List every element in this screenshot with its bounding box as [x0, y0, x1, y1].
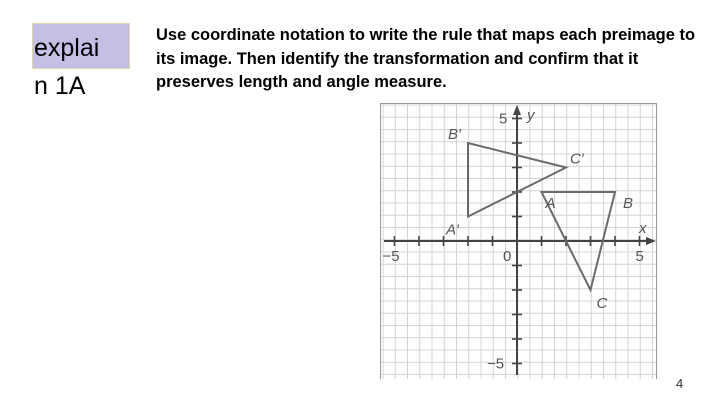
y-axis-arrow	[513, 105, 521, 115]
tick-label-y-pos: 5	[499, 110, 508, 128]
tick-label-x-neg: −5	[382, 248, 400, 265]
tick-label-y-neg: −5	[487, 355, 505, 373]
vertex-label: B	[623, 195, 634, 212]
vertex-label: C	[596, 295, 608, 312]
vertex-label: C′	[570, 150, 584, 168]
axes	[384, 105, 656, 375]
vertex-label: B′	[448, 126, 461, 143]
x-axis-label: x	[639, 220, 647, 237]
coordinate-graph	[380, 103, 662, 379]
vertex-label: A	[545, 195, 556, 212]
section-label-line1: explai	[34, 34, 100, 62]
y-axis-label: y	[527, 107, 535, 124]
triangles	[468, 143, 615, 290]
x-axis-arrow	[646, 237, 656, 245]
instructions-text: Use coordinate notation to write the rule that maps each preimage to its image. Then identify the transformation and confirm that it preserves length and angle measure.	[156, 26, 696, 91]
section-label-line2: n 1A	[34, 72, 86, 100]
tick-label-x-pos: 5	[635, 248, 644, 265]
slide-number: 4	[676, 376, 684, 391]
tick-label-origin: 0	[503, 248, 512, 265]
vertex-label: A′	[446, 221, 459, 239]
